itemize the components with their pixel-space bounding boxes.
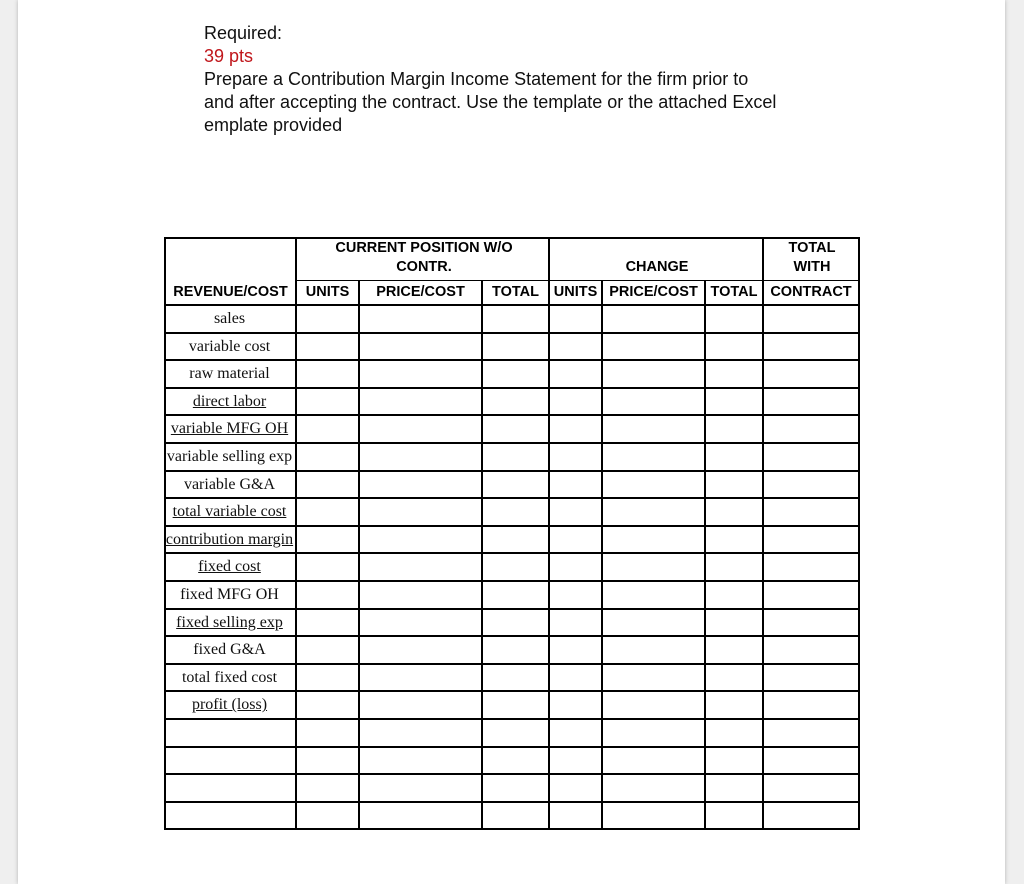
table-cell[interactable] bbox=[360, 803, 481, 829]
table-cell[interactable] bbox=[706, 554, 762, 580]
table-cell[interactable] bbox=[764, 554, 858, 580]
table-cell[interactable] bbox=[483, 527, 548, 553]
row-label: variable selling exp bbox=[166, 448, 293, 465]
table-cell[interactable] bbox=[764, 306, 858, 332]
table-cell[interactable] bbox=[360, 775, 481, 801]
table-cell[interactable] bbox=[706, 416, 762, 442]
table-cell[interactable] bbox=[360, 444, 481, 470]
table-cell[interactable] bbox=[603, 306, 704, 332]
table-cell[interactable] bbox=[483, 554, 548, 580]
row-label: fixed cost bbox=[198, 558, 261, 576]
table-cell[interactable] bbox=[603, 610, 704, 636]
table-cell[interactable] bbox=[297, 692, 358, 718]
contribution-margin-table bbox=[164, 237, 860, 831]
table-cell[interactable] bbox=[764, 472, 858, 498]
column-header: PRICE/COST bbox=[609, 284, 698, 300]
table-cell[interactable] bbox=[550, 803, 601, 829]
table-cell[interactable] bbox=[764, 692, 858, 718]
table-cell[interactable] bbox=[550, 775, 601, 801]
table-cell[interactable] bbox=[764, 610, 858, 636]
table-cell[interactable] bbox=[483, 720, 548, 746]
table-cell[interactable] bbox=[706, 444, 762, 470]
row-label: raw material bbox=[189, 365, 270, 383]
table-cell[interactable] bbox=[483, 472, 548, 498]
table-cell[interactable] bbox=[706, 499, 762, 525]
table-cell[interactable] bbox=[550, 720, 601, 746]
table-cell[interactable] bbox=[603, 775, 704, 801]
table-cell[interactable] bbox=[297, 554, 358, 580]
table-cell[interactable] bbox=[483, 610, 548, 636]
table-cell[interactable] bbox=[603, 444, 704, 470]
table-cell[interactable] bbox=[360, 527, 481, 553]
table-cell[interactable] bbox=[360, 554, 481, 580]
table-cell[interactable] bbox=[297, 472, 358, 498]
table-cell[interactable] bbox=[706, 665, 762, 691]
column-header: UNITS bbox=[553, 284, 598, 300]
table-cell[interactable] bbox=[483, 499, 548, 525]
table-cell[interactable] bbox=[360, 665, 481, 691]
column-header: PRICE/COST bbox=[376, 284, 465, 300]
table-cell[interactable] bbox=[550, 610, 601, 636]
table-cell[interactable] bbox=[603, 334, 704, 360]
table-cell[interactable] bbox=[550, 527, 601, 553]
table-cell[interactable] bbox=[603, 720, 704, 746]
question-header bbox=[204, 22, 864, 137]
table-cell[interactable] bbox=[550, 306, 601, 332]
table-cell[interactable] bbox=[483, 803, 548, 829]
table-cell[interactable] bbox=[706, 306, 762, 332]
column-header: REVENUE/COST bbox=[173, 284, 288, 300]
table-cell[interactable] bbox=[550, 554, 601, 580]
table-cell[interactable] bbox=[603, 692, 704, 718]
table-cell[interactable] bbox=[550, 637, 601, 663]
table-cell[interactable] bbox=[360, 582, 481, 608]
table-cell[interactable] bbox=[483, 334, 548, 360]
table-cell[interactable] bbox=[603, 527, 704, 553]
row-label: fixed MFG OH bbox=[180, 586, 279, 603]
grid-group-line bbox=[295, 280, 860, 281]
table-cell[interactable] bbox=[603, 361, 704, 387]
table-cell[interactable] bbox=[297, 334, 358, 360]
header-total-with: TOTAL WITH bbox=[788, 240, 836, 275]
row-label: total fixed cost bbox=[181, 668, 278, 686]
table-cell[interactable] bbox=[297, 610, 358, 636]
table-cell[interactable] bbox=[483, 748, 548, 774]
table-cell[interactable] bbox=[297, 637, 358, 663]
column-header: CONTRACT bbox=[770, 284, 852, 300]
table-cell[interactable] bbox=[764, 389, 858, 415]
table-cell[interactable] bbox=[483, 775, 548, 801]
table-cell[interactable] bbox=[550, 389, 601, 415]
table-cell[interactable] bbox=[764, 748, 858, 774]
table-cell[interactable] bbox=[297, 306, 358, 332]
table-cell[interactable] bbox=[603, 416, 704, 442]
table-cell[interactable] bbox=[360, 610, 481, 636]
table-cell[interactable] bbox=[360, 637, 481, 663]
table-cell[interactable] bbox=[360, 472, 481, 498]
grid-vline bbox=[858, 237, 860, 829]
table-cell[interactable] bbox=[603, 472, 704, 498]
row-label: variable G&A bbox=[183, 475, 276, 493]
row-label: contribution margin bbox=[165, 530, 294, 548]
table-cell[interactable] bbox=[550, 472, 601, 498]
table-cell[interactable] bbox=[483, 306, 548, 332]
table-cell[interactable] bbox=[360, 748, 481, 774]
table-cell[interactable] bbox=[360, 499, 481, 525]
table-cell[interactable] bbox=[360, 416, 481, 442]
table-cell[interactable] bbox=[483, 416, 548, 442]
row-label: fixed selling exp bbox=[176, 613, 283, 631]
table-cell[interactable] bbox=[764, 527, 858, 553]
table-cell[interactable] bbox=[297, 775, 358, 801]
table-cell[interactable] bbox=[550, 582, 601, 608]
table-cell[interactable] bbox=[764, 582, 858, 608]
table-cell[interactable] bbox=[297, 416, 358, 442]
required-label: Required: bbox=[204, 23, 283, 43]
table-cell[interactable] bbox=[297, 665, 358, 691]
table-cell[interactable] bbox=[603, 803, 704, 829]
table-cell[interactable] bbox=[297, 444, 358, 470]
table-cell[interactable] bbox=[550, 334, 601, 360]
table-cell[interactable] bbox=[603, 499, 704, 525]
question-text: Prepare a Contribution Margin Income Statement for the firm prior to and after accepting the contract. Use the template or the attached Excel emplate provided bbox=[204, 69, 777, 135]
table-cell[interactable] bbox=[706, 334, 762, 360]
table-cell[interactable] bbox=[706, 527, 762, 553]
table-cell[interactable] bbox=[297, 803, 358, 829]
table-cell[interactable] bbox=[603, 389, 704, 415]
row-label: profit (loss) bbox=[191, 696, 268, 714]
row-label: variable MFG OH bbox=[170, 420, 289, 438]
table-cell[interactable] bbox=[706, 720, 762, 746]
table-cell[interactable] bbox=[297, 389, 358, 415]
table-cell[interactable] bbox=[483, 637, 548, 663]
table-cell[interactable] bbox=[764, 637, 858, 663]
table-cell[interactable] bbox=[706, 472, 762, 498]
table-cell[interactable] bbox=[706, 637, 762, 663]
table-cell[interactable] bbox=[483, 582, 548, 608]
table-cell[interactable] bbox=[603, 748, 704, 774]
table-cell[interactable] bbox=[550, 444, 601, 470]
table-cell[interactable] bbox=[297, 361, 358, 387]
table-cell[interactable] bbox=[764, 720, 858, 746]
table-cell[interactable] bbox=[706, 803, 762, 829]
table-cell[interactable] bbox=[360, 361, 481, 387]
table-cell[interactable] bbox=[764, 416, 858, 442]
column-header: UNITS bbox=[305, 284, 350, 300]
table-cell[interactable] bbox=[483, 389, 548, 415]
table-cell[interactable] bbox=[550, 499, 601, 525]
table-cell[interactable] bbox=[297, 748, 358, 774]
table-cell[interactable] bbox=[706, 361, 762, 387]
points-label: 39 pts bbox=[204, 46, 254, 66]
header-current-position: CURRENT POSITION W/O CONTR. bbox=[335, 240, 513, 275]
table-cell[interactable] bbox=[297, 527, 358, 553]
row-label: fixed G&A bbox=[193, 641, 266, 659]
table-cell[interactable] bbox=[550, 692, 601, 718]
table-cell[interactable] bbox=[764, 361, 858, 387]
grid-top-border bbox=[164, 237, 860, 239]
table-cell[interactable] bbox=[764, 803, 858, 829]
table-cell[interactable] bbox=[360, 389, 481, 415]
table-cell[interactable] bbox=[483, 692, 548, 718]
table-cell[interactable] bbox=[764, 444, 858, 470]
table-cell[interactable] bbox=[297, 499, 358, 525]
table-cell[interactable] bbox=[360, 720, 481, 746]
table-cell[interactable] bbox=[550, 748, 601, 774]
row-label: total variable cost bbox=[172, 503, 287, 521]
table-cell[interactable] bbox=[550, 361, 601, 387]
row-label: sales bbox=[213, 310, 246, 327]
table-cell[interactable] bbox=[764, 775, 858, 801]
table-cell[interactable] bbox=[764, 665, 858, 691]
table-cell[interactable] bbox=[360, 692, 481, 718]
table-cell[interactable] bbox=[603, 554, 704, 580]
table-cell[interactable] bbox=[764, 499, 858, 525]
table-cell[interactable] bbox=[483, 665, 548, 691]
table-cell[interactable] bbox=[360, 306, 481, 332]
table-cell[interactable] bbox=[297, 582, 358, 608]
header-change: CHANGE bbox=[625, 259, 689, 275]
table-cell[interactable] bbox=[706, 748, 762, 774]
column-header: TOTAL bbox=[710, 284, 758, 300]
table-cell[interactable] bbox=[603, 665, 704, 691]
column-header: TOTAL bbox=[492, 284, 539, 300]
table-cell[interactable] bbox=[706, 582, 762, 608]
row-label: direct labor bbox=[192, 392, 267, 410]
table-cell[interactable] bbox=[550, 416, 601, 442]
table-cell[interactable] bbox=[706, 692, 762, 718]
row-label: variable cost bbox=[188, 337, 271, 355]
table-cell[interactable] bbox=[483, 444, 548, 470]
table-cell[interactable] bbox=[483, 361, 548, 387]
table-cell[interactable] bbox=[706, 610, 762, 636]
grid-hline bbox=[164, 828, 860, 830]
table-cell[interactable] bbox=[360, 334, 481, 360]
table-cell[interactable] bbox=[764, 334, 858, 360]
table-cell[interactable] bbox=[603, 582, 704, 608]
table-cell[interactable] bbox=[706, 775, 762, 801]
table-cell[interactable] bbox=[603, 637, 704, 663]
table-cell[interactable] bbox=[550, 665, 601, 691]
table-cell[interactable] bbox=[706, 389, 762, 415]
table-cell[interactable] bbox=[297, 720, 358, 746]
